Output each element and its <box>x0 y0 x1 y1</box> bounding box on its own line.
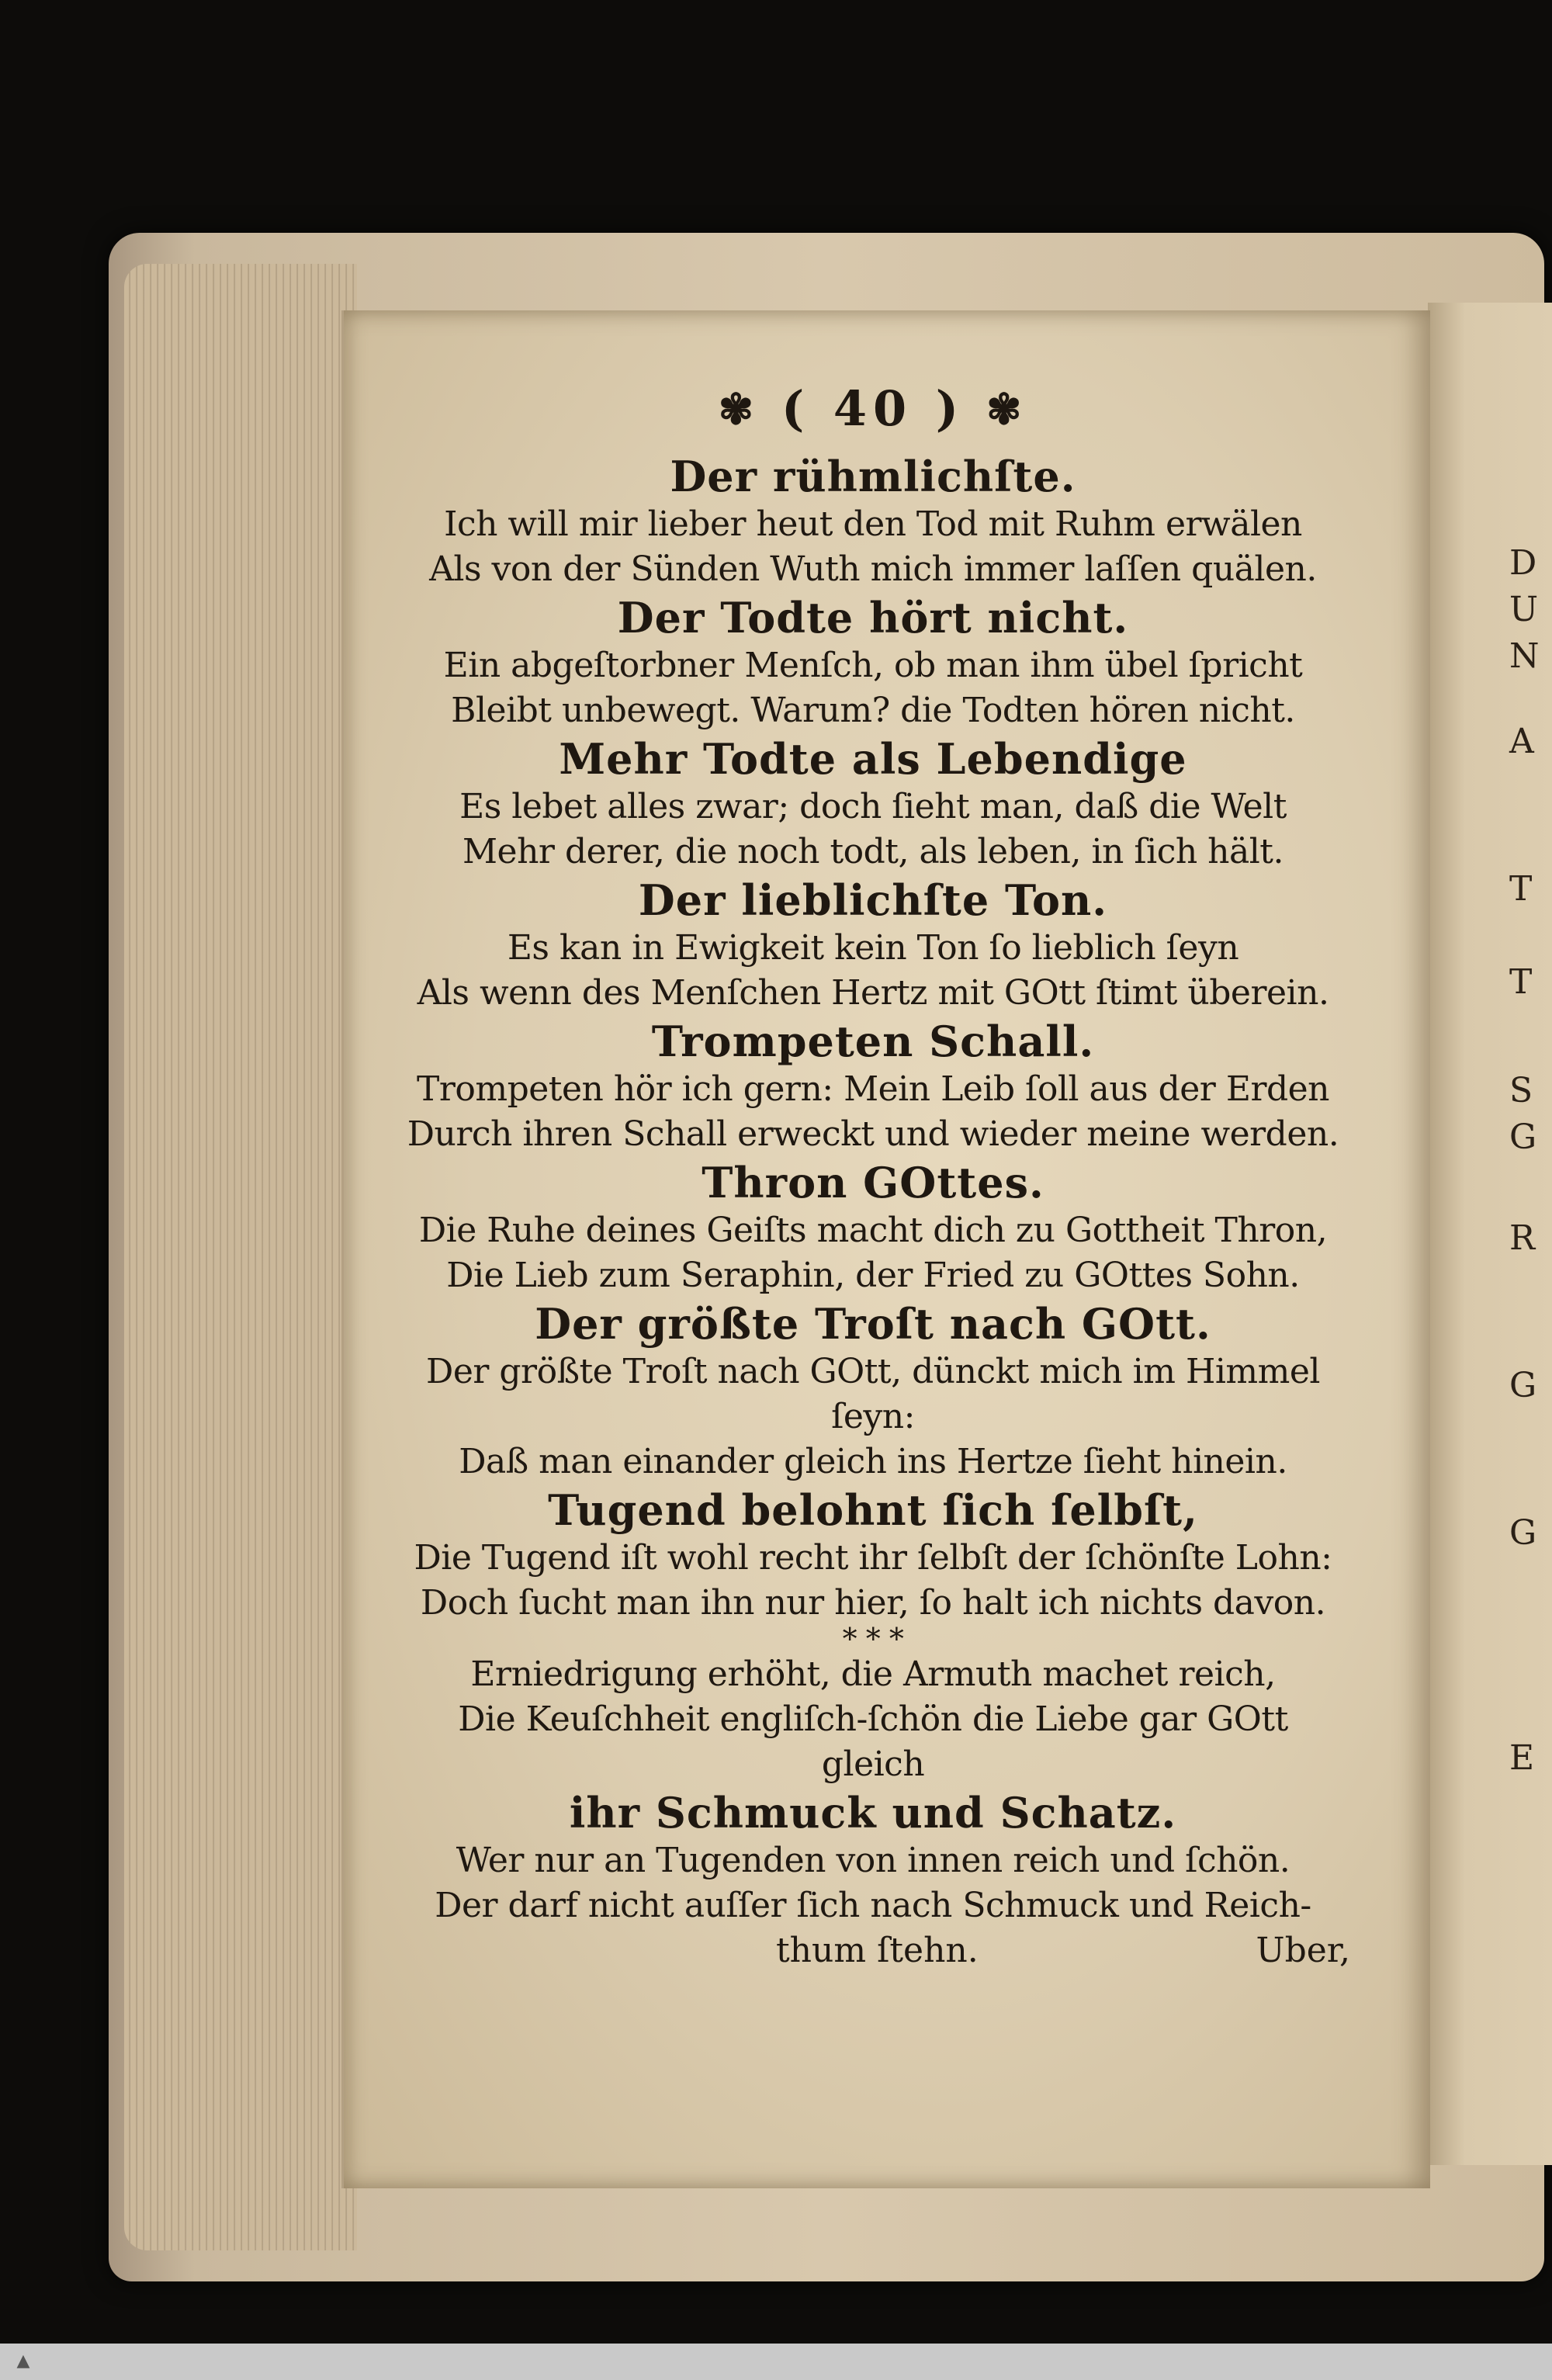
page-edges <box>124 264 357 2250</box>
library-logo-icon: ▲ <box>16 2351 30 2371</box>
rosette-ornament-icon: ✾ <box>986 383 1028 434</box>
verse-line: Es kan in Ewigkeit kein Ton ſo lieblich ſeyn <box>507 928 1239 968</box>
facing-page-letter: A <box>1509 722 1534 761</box>
verse-line: Trompeten hör ich gern: Mein Leib ſoll aus der Erden <box>416 1069 1330 1109</box>
facing-page-letter: G <box>1509 1513 1537 1553</box>
section-heading: Der lieblichſte Ton. <box>638 875 1108 925</box>
section-heading: ihr Schmuck und Schatz. <box>569 1788 1177 1838</box>
last-line-row <box>388 1928 1358 1973</box>
facing-page-letter: T <box>1509 962 1533 1002</box>
page-header <box>388 380 1358 437</box>
verse-line: Die Tugend iſt wohl recht ihr ſelbſt der ſchönſte Lohn: <box>414 1538 1332 1578</box>
facing-page-letter: D <box>1509 543 1537 583</box>
section-heading: Der größte Troſt nach GOtt. <box>535 1299 1211 1349</box>
facing-page-letter: E <box>1509 1738 1535 1778</box>
verse-line: ſeyn: <box>831 1397 915 1436</box>
verse-line: Als von der Sünden Wuth mich immer laſſen quälen. <box>429 549 1317 589</box>
verse-line: Der größte Troſt nach GOtt, dünckt mich im Himmel <box>426 1352 1320 1391</box>
section-heading: Thron GOttes. <box>702 1158 1044 1207</box>
verse-line: Doch ſucht man ihn nur hier, ſo halt ich nichts davon. <box>420 1583 1326 1623</box>
facing-page-letter: S <box>1509 1071 1533 1110</box>
facing-page-letter: U <box>1509 590 1539 629</box>
facing-page-letter: N <box>1509 636 1540 676</box>
verse-line: Wer nur an Tugenden von innen reich und ſchön. <box>456 1841 1290 1880</box>
verse-line: Der darf nicht auſſer ſich nach Schmuck und Reich- <box>435 1886 1311 1925</box>
verse-line: Die Keuſchheit engliſch-ſchön die Liebe gar GOtt <box>458 1699 1288 1739</box>
verse-line: Ein abgeſtorbner Menſch, ob man ihm übel ſpricht <box>443 646 1303 685</box>
section-heading: Mehr Todte als Lebendige <box>559 734 1187 784</box>
facing-page-letter: T <box>1509 869 1533 909</box>
verse-line: Die Ruhe deines Geiſts macht dich zu Gottheit Thron, <box>418 1211 1328 1250</box>
verse-line: Durch ihren Schall erweckt und wieder meine werden. <box>407 1114 1339 1154</box>
verse-line: Es lebet alles zwar; doch ſieht man, daß die Welt <box>459 787 1287 826</box>
verse-line: Daß man einander gleich ins Hertze ſieht hinein. <box>459 1442 1287 1481</box>
rosette-ornament-icon: ✾ <box>718 383 760 434</box>
verse-line: Als wenn des Menſchen Hertz mit GOtt ſtimt überein. <box>417 973 1329 1013</box>
asterism: * * * <box>842 1622 904 1656</box>
verse-line: Erniedrigung erhöht, die Armuth machet reich, <box>470 1654 1276 1694</box>
facing-page-letter: G <box>1509 1117 1537 1157</box>
verse-line: Die Lieb zum Seraphin, der Fried zu GOttes Sohn. <box>446 1256 1300 1295</box>
facing-page-letter: G <box>1509 1366 1537 1405</box>
facing-page-letter: R <box>1509 1218 1536 1258</box>
verse-line: Bleibt unbewegt. Warum? die Todten hören nicht. <box>451 691 1295 730</box>
verse-line: gleich <box>821 1744 925 1784</box>
page-text <box>388 380 1358 1973</box>
viewer-footer-bar <box>0 2344 1552 2380</box>
verse-line: Mehr derer, die noch todt, als leben, in ſich hält. <box>462 832 1284 871</box>
section-heading: Der Todte hört nicht. <box>617 593 1129 643</box>
page-number: ( 40 ) <box>781 380 965 437</box>
verse-line: Ich will mir lieber heut den Tod mit Ruhm erwälen <box>444 504 1302 544</box>
catchword: Uber, <box>1256 1931 1350 1970</box>
verse-line: thum ſtehn. <box>776 1931 979 1970</box>
section-heading: Trompeten Schall. <box>651 1017 1095 1066</box>
section-heading: Tugend belohnt ſich ſelbſt, <box>548 1485 1198 1535</box>
section-heading: Der rühmlichſte. <box>670 452 1076 501</box>
